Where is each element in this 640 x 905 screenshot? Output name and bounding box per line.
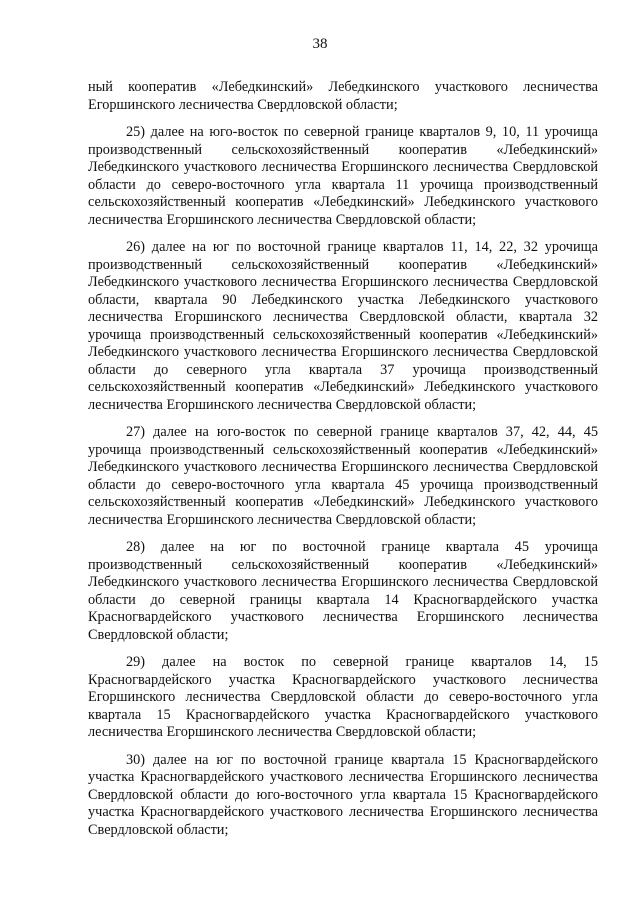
paragraph-item-30: 30) далее на юг по восточной границе квартала 15 Красногвардейского участка Красногвардейского участкового лесничества Егоршинского лесничества Свердловской области до юго-восточного угла квартала 15 Красногвардейского участка Красногвардейского участкового лесничества Егоршинского лесничества Свердловской области; xyxy=(88,751,598,838)
document-body xyxy=(88,79,598,849)
paragraph-item-28: 28) далее на юг по восточной границе квартала 45 урочища производственный сельскохозяйственный кооператив «Лебедкинский» Лебедкинского участкового лесничества Егоршинского лесничества Свердловской области до северной границы квартала 14 Красногвардейского участка Красногвардейского участкового лесничества Егоршинского лесничества Свердловской области; xyxy=(88,539,598,643)
paragraph-item-26: 26) далее на юг по восточной границе кварталов 11, 14, 22, 32 урочища производственный сельскохозяйственный кооператив «Лебедкинский» Лебедкинского участкового лесничества Егоршинского лесничества Свердловской области, квартала 90 Лебедкинского участка Лебедкинского участкового лесничества Егоршинского лесничества Свердловской области, квартала 32 урочища производственный сельскохозяйственный кооператив «Лебедкинский» Лебедкинского участкового лесничества Егоршинского лесничества Свердловской области до северного угла квартала 37 урочища производственный сельскохозяйственный кооператив «Лебедкинский» Лебедкинского участкового лесничества Егоршинского лесничества Свердловской области; xyxy=(88,239,598,413)
page-number: 38 xyxy=(312,36,328,52)
paragraph-item-25: 25) далее на юго-восток по северной границе кварталов 9, 10, 11 урочища производственный сельскохозяйственный кооператив «Лебедкинский» Лебедкинского участкового лесничества Егоршинского лесничества Свердловской области до северо-восточного угла квартала 11 урочища производственный сельскохозяйственный кооператив «Лебедкинский» Лебедкинского участкового лесничества Егоршинского лесничества Свердловской области; xyxy=(88,124,598,228)
paragraph-continuation: ный кооператив «Лебедкинский» Лебедкинского участкового лесничества Егоршинского лесничества Свердловской области; xyxy=(88,79,598,113)
paragraph-item-29: 29) далее на восток по северной границе кварталов 14, 15 Красногвардейского участка Красногвардейского участкового лесничества Егоршинского лесничества Свердловской области до северо-восточного угла квартала 15 Красногвардейского участка Красногвардейского участкового лесничества Егоршинского лесничества Свердловской области; xyxy=(88,654,598,740)
paragraph-item-27: 27) далее на юго-восток по северной границе кварталов 37, 42, 44, 45 урочища производственный сельскохозяйственный кооператив «Лебедкинский» Лебедкинского участкового лесничества Егоршинского лесничества Свердловской области до северо-восточного угла квартала 45 урочища производственный сельскохозяйственный кооператив «Лебедкинский» Лебедкинского участкового лесничества Егоршинского лесничества Свердловской области; xyxy=(88,424,598,528)
